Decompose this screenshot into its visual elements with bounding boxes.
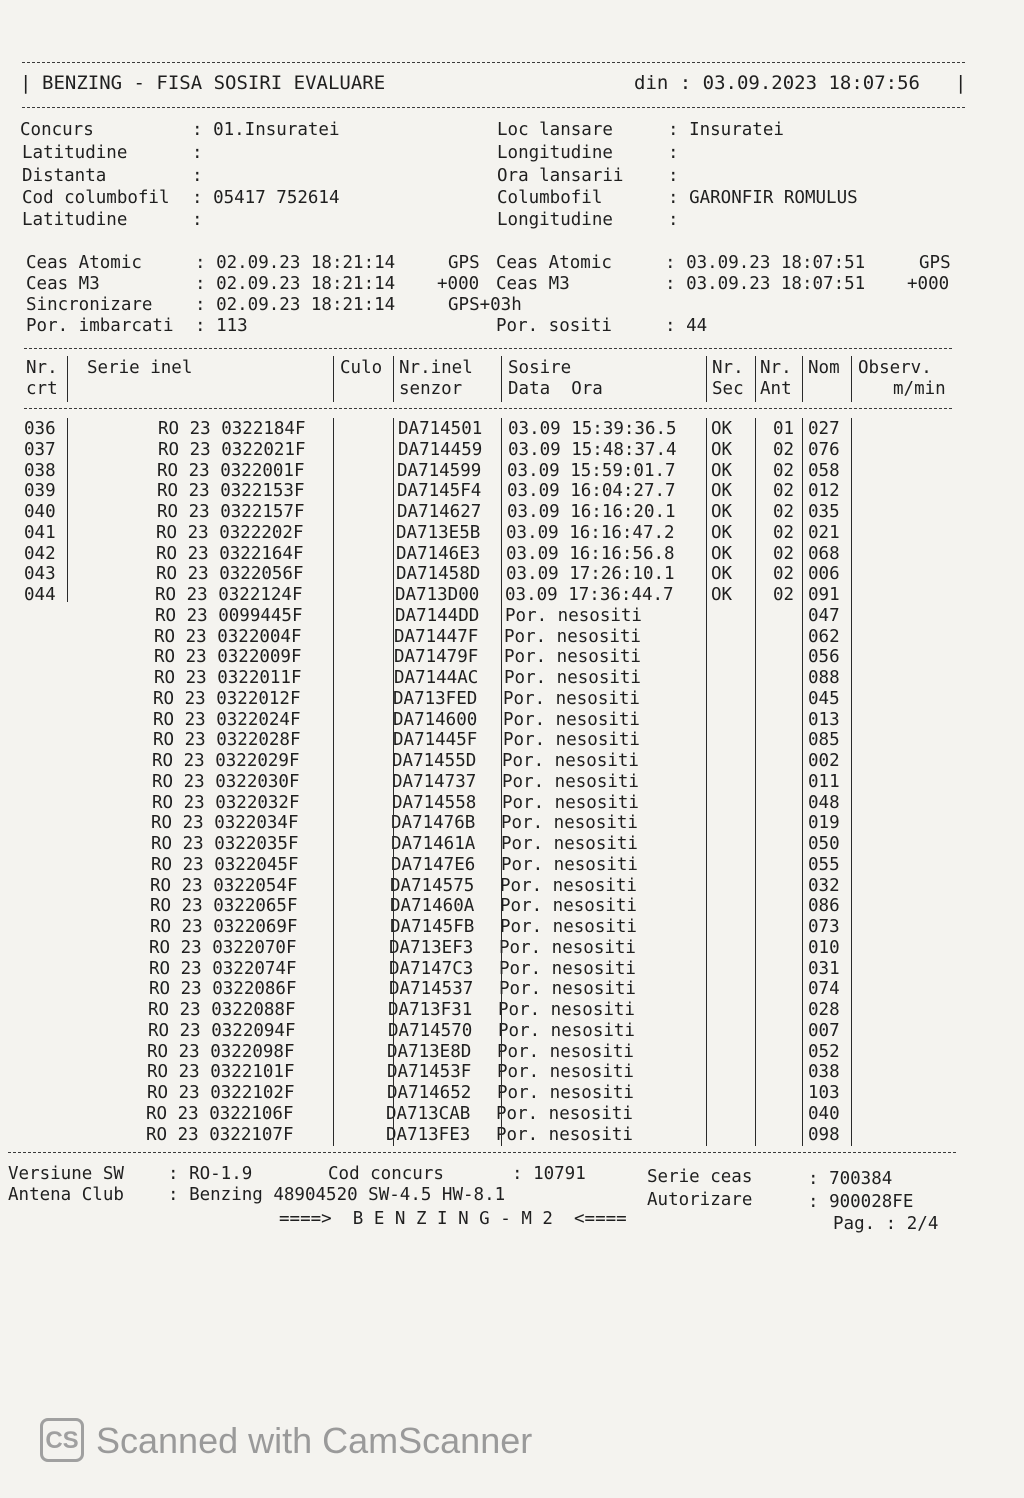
- cell-nom: 002: [808, 751, 840, 771]
- antena-value: : Benzing 48904520 SW-4.5 HW-8.1: [168, 1185, 506, 1205]
- clock-right-label: Por. sositi: [496, 316, 612, 336]
- cell-serie-inel: RO 23 0322004F: [154, 626, 302, 647]
- cell-sosire: Por. nesositi: [499, 937, 636, 958]
- cell-nom: 040: [808, 1103, 840, 1124]
- cell-sosire: Por. nesositi: [497, 1041, 634, 1062]
- cell-nr-ant: 02: [773, 439, 795, 460]
- info-left-label: Latitudine: [22, 210, 128, 230]
- cell-nr-crt: 037: [24, 439, 56, 460]
- cell-sosire: 03.09 15:59:01.7: [507, 460, 676, 481]
- cell-serie-inel: RO 23 0322045F: [151, 854, 299, 875]
- cell-nom: 058: [808, 460, 840, 481]
- cell-nom: 007: [808, 1020, 840, 1041]
- cell-serie-inel: RO 23 0322056F: [156, 564, 304, 585]
- cell-nr-inel-senzor: DA71445F: [393, 730, 478, 751]
- col-sep-serie: [333, 356, 334, 402]
- cell-nom: 103: [808, 1083, 840, 1103]
- cell-nr-inel-senzor: DA714537: [389, 979, 474, 1000]
- col-header-nr-crt-sub: crt: [26, 379, 58, 399]
- cell-serie-inel: RO 23 0322035F: [151, 834, 299, 854]
- cell-nr-sec: OK: [711, 481, 733, 502]
- cell-nom: 050: [808, 834, 840, 854]
- cell-nr-inel-senzor: DA714600: [393, 709, 478, 730]
- cell-nom: 076: [808, 439, 840, 460]
- col-sep-nom-body: [851, 418, 852, 1146]
- cell-sosire: Por. nesositi: [504, 668, 641, 688]
- table-header-bottom-divider: [24, 408, 952, 409]
- cell-serie-inel: RO 23 0322124F: [155, 585, 303, 605]
- cell-nr-inel-senzor: DA714737: [392, 771, 477, 792]
- info-right-value: : GARONFIR ROMULUS: [668, 188, 858, 208]
- cell-nr-inel-senzor: DA7145FB: [390, 917, 475, 937]
- clock-left-value: : 02.09.23 18:21:14: [195, 253, 396, 273]
- cell-nom: 032: [808, 875, 840, 896]
- cell-serie-inel: RO 23 0322032F: [152, 792, 300, 813]
- col-sep-nom: [851, 356, 852, 402]
- cell-nr-inel-senzor: DA7146E3: [396, 543, 481, 564]
- autorizare-label: Autorizare: [647, 1190, 753, 1210]
- cell-nr-inel-senzor: DA71455D: [392, 751, 477, 771]
- cell-nr-ant: 02: [773, 564, 795, 585]
- cell-sosire: Por. nesositi: [503, 730, 640, 751]
- cell-sosire: Por. nesositi: [498, 1020, 635, 1041]
- cell-sosire: Por. nesositi: [500, 917, 637, 937]
- cell-nr-inel-senzor: DA7145F4: [397, 481, 482, 502]
- cell-serie-inel: RO 23 0322164F: [156, 543, 304, 564]
- col-sep-ant: [802, 356, 803, 402]
- cell-serie-inel: RO 23 0322153F: [157, 481, 305, 502]
- cell-nr-inel-senzor: DA71476B: [391, 813, 476, 834]
- info-right-label: Columbofil: [497, 188, 603, 208]
- serie-ceas-value: : 700384: [808, 1169, 893, 1189]
- cell-serie-inel: RO 23 0322074F: [149, 958, 297, 979]
- cell-nr-inel-senzor: DA71461A: [391, 834, 476, 854]
- cell-nr-inel-senzor: DA714575: [390, 875, 475, 896]
- cell-sosire: 03.09 16:16:20.1: [507, 502, 676, 522]
- col-header-ant: Ant: [760, 379, 792, 399]
- col-header-m-min: m/min: [893, 379, 946, 399]
- cell-serie-inel: RO 23 0322024F: [153, 709, 301, 730]
- cell-sosire: Por. nesositi: [496, 1124, 633, 1145]
- clock-left-label: Ceas M3: [26, 274, 100, 294]
- cell-sosire: 03.09 16:16:56.8: [506, 543, 675, 564]
- col-header-nr-inel: Nr.inel: [399, 358, 473, 378]
- cell-nom: 073: [808, 917, 840, 937]
- antena-label: Antena Club: [8, 1185, 124, 1205]
- cell-sosire: Por. nesositi: [502, 751, 639, 771]
- col-sep-ant-body: [802, 418, 803, 1146]
- cell-serie-inel: RO 23 0322028F: [153, 730, 301, 751]
- cell-nom: 045: [808, 688, 840, 709]
- cell-nom: 086: [808, 896, 840, 917]
- col-header-culo: Culo: [340, 358, 383, 378]
- document-title: BENZING - FISA SOSIRI EVALUARE: [42, 72, 386, 94]
- cell-nom: 085: [808, 730, 840, 751]
- info-right-value: :: [668, 143, 679, 163]
- info-left-label: Cod columbofil: [22, 188, 170, 208]
- cell-nr-inel-senzor: DA713E8D: [387, 1041, 472, 1062]
- cell-nom: 088: [808, 668, 840, 688]
- clock-right-label: Ceas M3: [496, 274, 570, 294]
- cell-sosire: 03.09 15:48:37.4: [508, 439, 677, 460]
- cell-nr-sec: OK: [711, 502, 733, 522]
- clock-right-suffix: +000: [907, 274, 950, 294]
- cell-nr-sec: OK: [711, 419, 733, 439]
- cell-nom: 047: [808, 605, 840, 626]
- cell-nr-sec: OK: [711, 439, 733, 460]
- cell-nom: 052: [808, 1041, 840, 1062]
- cell-nr-inel-senzor: DA713E5B: [396, 522, 481, 543]
- col-sep-sosire-body: [706, 418, 707, 1146]
- header-right-bar: |: [955, 72, 967, 94]
- cell-sosire: Por. nesositi: [500, 896, 637, 917]
- cell-nom: 013: [808, 709, 840, 730]
- col-sep-culo-body: [393, 418, 394, 1146]
- cell-nr-inel-senzor: DA71447F: [394, 626, 479, 647]
- cell-sosire: Por. nesositi: [502, 792, 639, 813]
- cell-nom: 048: [808, 792, 840, 813]
- cell-sosire: 03.09 15:39:36.5: [508, 419, 677, 439]
- col-header-data-ora: Data Ora: [508, 379, 603, 399]
- col-header-senzor: senzor: [399, 379, 463, 399]
- col-header-nr-sec: Nr.: [712, 358, 744, 378]
- clock-left-label: Sincronizare: [26, 295, 153, 315]
- info-right-value: : Insuratei: [668, 120, 784, 140]
- info-left-value: :: [192, 210, 203, 230]
- clock-right-value: : 44: [665, 316, 708, 336]
- cell-sosire: Por. nesositi: [503, 709, 640, 730]
- table-header-top-divider: [24, 348, 952, 349]
- info-left-value: : 05417 752614: [192, 188, 340, 208]
- header-left-bar: |: [20, 72, 32, 94]
- cell-nr-inel-senzor: DA71479F: [394, 647, 479, 668]
- autorizare-value: : 900028FE: [808, 1192, 914, 1212]
- col-sep-sosire: [706, 356, 707, 402]
- cell-nom: 074: [808, 979, 840, 1000]
- col-header-nom: Nom: [808, 358, 840, 378]
- cell-serie-inel: RO 23 0322094F: [148, 1020, 296, 1041]
- document-date: din : 03.09.2023 18:07:56: [634, 72, 920, 94]
- col-sep-culo: [393, 356, 394, 402]
- cell-sosire: Por. nesositi: [501, 834, 638, 854]
- cell-nr-sec: OK: [711, 543, 733, 564]
- cell-nom: 011: [808, 771, 840, 792]
- cell-nom: 019: [808, 813, 840, 834]
- cell-nr-crt: 040: [24, 502, 56, 522]
- cell-nom: 035: [808, 502, 840, 522]
- cell-serie-inel: RO 23 0322011F: [154, 668, 302, 688]
- cell-serie-inel: RO 23 0322012F: [153, 688, 301, 709]
- cell-serie-inel: RO 23 0322157F: [157, 502, 305, 522]
- cell-sosire: Por. nesositi: [501, 854, 638, 875]
- cell-sosire: Por. nesositi: [497, 1083, 634, 1103]
- cell-nom: 038: [808, 1062, 840, 1083]
- cell-nom: 021: [808, 522, 840, 543]
- cell-nr-sec: OK: [711, 564, 733, 585]
- cell-serie-inel: RO 23 0322086F: [149, 979, 297, 1000]
- cell-serie-inel: RO 23 0322107F: [146, 1124, 294, 1145]
- camscanner-text: Scanned with CamScanner: [96, 1419, 533, 1461]
- cell-nr-crt: 043: [24, 564, 56, 585]
- info-right-value: :: [668, 210, 679, 230]
- cell-nom: 010: [808, 937, 840, 958]
- clock-left-value: : 02.09.23 18:21:14: [195, 295, 396, 315]
- cell-nr-inel-senzor: DA7147E6: [391, 854, 476, 875]
- cell-nom: 098: [808, 1124, 840, 1145]
- col-sep-senzor: [501, 356, 502, 402]
- col-sep-crt: [67, 356, 68, 402]
- cell-nr-crt: 044: [24, 585, 56, 605]
- cell-serie-inel: RO 23 0322009F: [154, 647, 302, 668]
- col-sep-crt-body: [67, 418, 68, 602]
- footer-top-divider: [8, 1152, 956, 1153]
- serie-ceas-label: Serie ceas: [647, 1167, 753, 1187]
- cell-nr-inel-senzor: DA71460A: [390, 896, 475, 917]
- cell-nr-crt: 039: [24, 481, 56, 502]
- info-left-label: Latitudine: [22, 143, 128, 163]
- col-header-nr-crt: Nr.: [26, 358, 58, 378]
- info-right-value: :: [668, 166, 679, 186]
- cell-serie-inel: RO 23 0322065F: [150, 896, 298, 917]
- cell-nr-inel-senzor: DA714459: [398, 439, 483, 460]
- cell-nr-sec: OK: [711, 585, 733, 605]
- info-left-value: :: [192, 166, 203, 186]
- versiune-value: : RO-1.9: [168, 1164, 253, 1184]
- brand-line: ====> B E N Z I N G - M 2 <====: [279, 1209, 627, 1229]
- cell-nom: 062: [808, 626, 840, 647]
- cell-nr-ant: 02: [773, 585, 795, 605]
- cell-nr-inel-senzor: DA714501: [398, 419, 483, 439]
- col-sep-serie-body: [333, 418, 334, 1146]
- clock-left-suffix: GPS+03h: [448, 295, 522, 315]
- header-bottom-divider: [22, 107, 965, 108]
- cell-nr-inel-senzor: DA713EF3: [389, 937, 474, 958]
- cell-nr-ant: 02: [773, 502, 795, 522]
- col-sep-sec-body: [755, 418, 756, 1146]
- cell-sosire: Por. nesositi: [501, 813, 638, 834]
- col-sep-senzor-body: [501, 418, 502, 1146]
- cell-serie-inel: RO 23 0322098F: [147, 1041, 295, 1062]
- header-top-divider: [22, 62, 965, 63]
- cell-serie-inel: RO 23 0322088F: [148, 1000, 296, 1020]
- cell-nr-inel-senzor: DA713FE3: [386, 1124, 471, 1145]
- cell-serie-inel: RO 23 0322034F: [151, 813, 299, 834]
- col-header-serie-inel: Serie inel: [87, 358, 193, 378]
- cell-serie-inel: RO 23 0322030F: [152, 771, 300, 792]
- versiune-label: Versiune SW: [8, 1164, 124, 1184]
- cell-serie-inel: RO 23 0322069F: [150, 917, 298, 937]
- cell-nr-ant: 02: [773, 460, 795, 481]
- cell-nom: 012: [808, 481, 840, 502]
- cell-nr-inel-senzor: DA71458D: [396, 564, 481, 585]
- cell-nr-inel-senzor: DA71453F: [387, 1062, 472, 1083]
- info-right-label: Loc lansare: [497, 120, 613, 140]
- cell-serie-inel: RO 23 0322070F: [149, 937, 297, 958]
- cell-serie-inel: RO 23 0322102F: [147, 1083, 295, 1103]
- cell-serie-inel: RO 23 0099445F: [155, 605, 303, 626]
- cell-serie-inel: RO 23 0322021F: [158, 439, 306, 460]
- cell-serie-inel: RO 23 0322101F: [147, 1062, 295, 1083]
- info-left-value: :: [192, 143, 203, 163]
- cell-nr-crt: 038: [24, 460, 56, 481]
- cell-sosire: Por. nesositi: [502, 771, 639, 792]
- cell-sosire: Por. nesositi: [503, 688, 640, 709]
- clock-right-value: : 03.09.23 18:07:51: [665, 274, 866, 294]
- clock-left-label: Ceas Atomic: [26, 253, 142, 273]
- col-header-sec: Sec: [712, 379, 744, 399]
- cell-nom: 028: [808, 1000, 840, 1020]
- cell-nr-inel-senzor: DA7144DD: [395, 605, 480, 626]
- cell-nr-sec: OK: [711, 460, 733, 481]
- cell-nr-inel-senzor: DA714627: [397, 502, 482, 522]
- cell-sosire: Por. nesositi: [496, 1103, 633, 1124]
- cell-nom: 031: [808, 958, 840, 979]
- cell-sosire: Por. nesositi: [500, 875, 637, 896]
- cell-nr-inel-senzor: DA713D00: [395, 585, 480, 605]
- cell-nr-crt: 041: [24, 522, 56, 543]
- cell-sosire: Por. nesositi: [504, 626, 641, 647]
- clock-left-label: Por. imbarcati: [26, 316, 174, 336]
- col-header-observ: Observ.: [858, 358, 932, 378]
- cell-serie-inel: RO 23 0322184F: [158, 419, 306, 439]
- cell-sosire: Por. nesositi: [504, 647, 641, 668]
- cell-nr-crt: 036: [24, 419, 56, 439]
- cell-sosire: Por. nesositi: [505, 605, 642, 626]
- cell-sosire: Por. nesositi: [498, 1000, 635, 1020]
- cell-nr-inel-senzor: DA713FED: [393, 688, 478, 709]
- info-left-value: : 01.Insuratei: [192, 120, 340, 140]
- clock-right-value: : 03.09.23 18:07:51: [665, 253, 866, 273]
- cell-serie-inel: RO 23 0322054F: [150, 875, 298, 896]
- cell-sosire: 03.09 17:26:10.1: [506, 564, 675, 585]
- clock-left-suffix: GPS: [448, 253, 480, 273]
- cell-nr-inel-senzor: DA714570: [388, 1020, 473, 1041]
- cell-nom: 091: [808, 585, 840, 605]
- info-left-label: Distanta: [22, 166, 107, 186]
- cell-serie-inel: RO 23 0322001F: [157, 460, 305, 481]
- cell-serie-inel: RO 23 0322202F: [156, 522, 304, 543]
- cell-nr-inel-senzor: DA714599: [397, 460, 482, 481]
- cell-nom: 055: [808, 854, 840, 875]
- cell-nr-inel-senzor: DA714558: [392, 792, 477, 813]
- cell-nr-ant: 02: [773, 481, 795, 502]
- info-left-label: Concurs: [20, 120, 94, 140]
- info-right-label: Longitudine: [497, 143, 613, 163]
- cell-sosire: Por. nesositi: [497, 1062, 634, 1083]
- cell-nr-crt: 042: [24, 543, 56, 564]
- cell-nom: 068: [808, 543, 840, 564]
- clock-right-suffix: GPS: [919, 253, 951, 273]
- cell-nr-ant: 01: [773, 419, 795, 439]
- page-number: Pag. : 2/4: [833, 1214, 939, 1234]
- cell-nr-inel-senzor: DA713CAB: [386, 1103, 471, 1124]
- cell-serie-inel: RO 23 0322029F: [152, 751, 300, 771]
- col-sep-sec: [755, 356, 756, 402]
- cell-sosire: 03.09 17:36:44.7: [505, 585, 674, 605]
- cell-nr-inel-senzor: DA713F31: [388, 1000, 473, 1020]
- cell-nr-inel-senzor: DA7147C3: [389, 958, 474, 979]
- cell-nom: 027: [808, 419, 840, 439]
- cell-nom: 056: [808, 647, 840, 668]
- camscanner-watermark: [40, 1418, 532, 1462]
- cell-nr-ant: 02: [773, 522, 795, 543]
- cod-concurs-value: : 10791: [512, 1164, 586, 1184]
- cell-sosire: Por. nesositi: [499, 958, 636, 979]
- cell-nr-ant: 02: [773, 543, 795, 564]
- clock-right-label: Ceas Atomic: [496, 253, 612, 273]
- info-right-label: Ora lansarii: [497, 166, 624, 186]
- cell-nr-sec: OK: [711, 522, 733, 543]
- cell-nom: 006: [808, 564, 840, 585]
- cell-sosire: Por. nesositi: [499, 979, 636, 1000]
- cell-nr-inel-senzor: DA7144AC: [394, 668, 479, 688]
- col-header-sosire: Sosire: [508, 358, 572, 378]
- cell-serie-inel: RO 23 0322106F: [146, 1103, 294, 1124]
- col-header-nr-ant: Nr.: [760, 358, 792, 378]
- cell-sosire: 03.09 16:04:27.7: [507, 481, 676, 502]
- cell-nr-inel-senzor: DA714652: [387, 1083, 472, 1103]
- info-right-label: Longitudine: [497, 210, 613, 230]
- camscanner-logo-icon: CS: [40, 1418, 84, 1462]
- cell-sosire: 03.09 16:16:47.2: [506, 522, 675, 543]
- clock-left-suffix: +000: [437, 274, 480, 294]
- cod-concurs-label: Cod concurs: [328, 1164, 444, 1184]
- clock-left-value: : 113: [195, 316, 248, 336]
- clock-left-value: : 02.09.23 18:21:14: [195, 274, 396, 294]
